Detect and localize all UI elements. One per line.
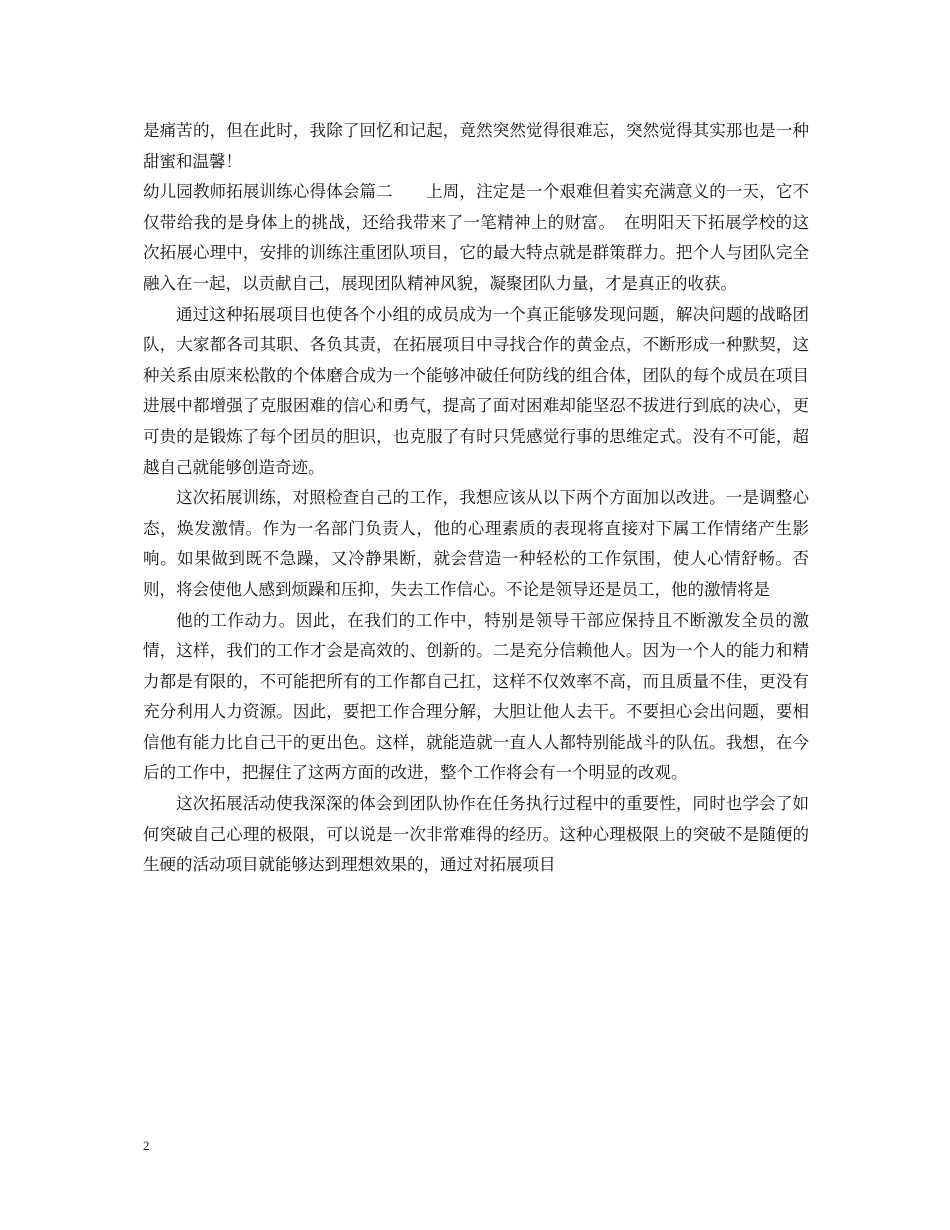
- paragraph-team-cooperation: 通过这种拓展项目也使各个小组的成员成为一个真正能够发现问题，解决问题的战略团队，大家都各司其职、各负其责，在拓展项目中寻找合作的黄金点，不断形成一种默契，这种关系由原来松散的个体磨合成为一个能够冲破任何防线的组合体，团队的每个成员在项目进展中都增强了克服困难的信心和勇气，提高了面对困难却能坚忍不拔进行到底的决心，更可贵的是锻炼了每个团员的胆识，也克服了有时只凭感觉行事的思维定式。没有不可能，超越自己就能够创造奇迹。: [143, 304, 809, 477]
- paragraph-section-two-heading: 幼儿园教师拓展训练心得体会篇二 上周，注定是一个艰难但着实充满意义的一天，它不仅带给我的是身体上的挑战，还给我带来了一笔精神上的财富。 在明阳天下拓展学校的这次拓展心理中，安排的训练注重团队项目，它的最大特点就是群策群力。把个人与团队完全融入在一起，以贡献自己，展现团队精神风貌，凝聚团队力量，才是真正的收获。: [143, 182, 809, 293]
- paragraph-continuation: 是痛苦的，但在此时，我除了回忆和记起，竟然突然觉得很难忘，突然觉得其实那也是一种甜蜜和温馨！: [143, 121, 809, 171]
- paragraph-work-motivation: 他的工作动力。因此，在我们的工作中，特别是领导干部应保持且不断激发全员的激情，这样，我们的工作才会是高效的、创新的。二是充分信赖他人。因为一个人的能力和精力都是有限的，不可能把所有的工作都自己扛，这样不仅效率不高，而且质量不佳，更没有充分利用人力资源。因此，要把工作合理分解，大胆让他人去干。不要担心会出问题，要相信他有能力比自己干的更出色。这样，就能造就一直人人都特别能战斗的队伍。我想，在今后的工作中，把握住了这两方面的改进，整个工作将会有一个明显的改观。: [143, 610, 809, 783]
- paragraph-improvement: 这次拓展训练，对照检查自己的工作，我想应该从以下两个方面加以改进。一是调整心态，焕发激情。作为一名部门负责人，他的心理素质的表现将直接对下属工作情绪产生影响。如果做到既不急躁，又冷静果断，就会营造一种轻松的工作氛围，使人心情舒畅。否则，将会使他人感到烦躁和压抑，失去工作信心。不论是领导还是员工，他的激情将是: [143, 488, 809, 599]
- page-number: 2: [143, 1138, 150, 1153]
- paragraph-conclusion: 这次拓展活动使我深深的体会到团队协作在任务执行过程中的重要性，同时也学会了如何突破自己心理的极限，可以说是一次非常难得的经历。这种心理极限上的突破不是随便的生硬的活动项目就能够达到理想效果的，通过对拓展项目: [143, 794, 809, 875]
- document-body: [143, 116, 809, 881]
